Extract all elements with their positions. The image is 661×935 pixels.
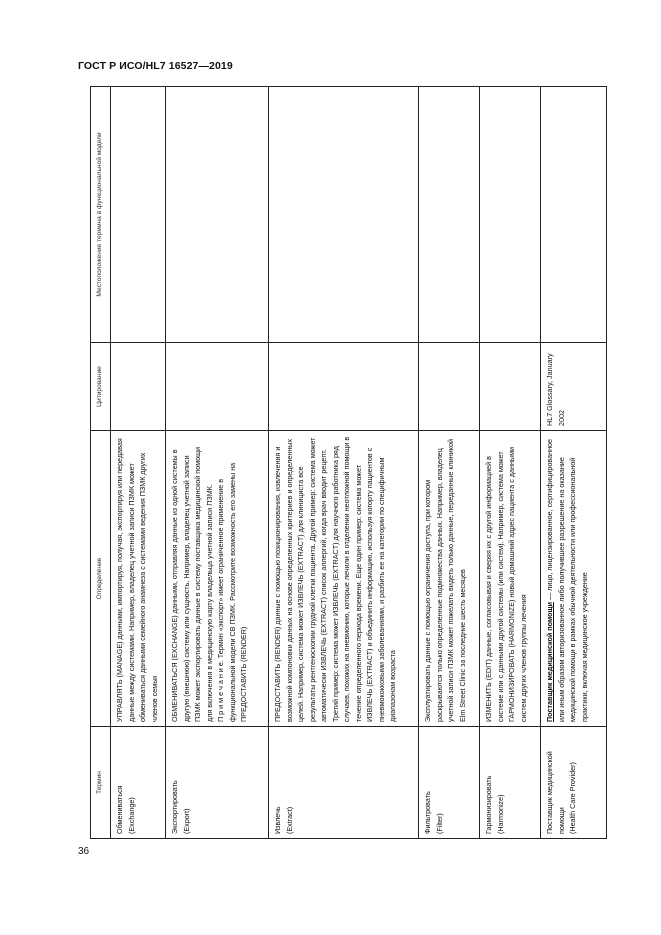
- term-cell: [419, 727, 480, 839]
- definition-cell: ИЗМЕНИТЬ (EDIT) данные, согласовывая и сверяя их с другой информацией в системе или с данными другой системы (или систем). Например, система может ГАРМОНИЗИРОВАТЬ (HARMONIZE) новый домашний адрес пациента с данными систем других членов группы лечения: [480, 431, 541, 727]
- term-cell: [541, 727, 607, 839]
- definition-cell: ПРЕДОСТАВИТЬ (RENDER) данные с помощью позиционирования, извлечения и возможной компоновки данных на основе определенных критериев и определенных целей. Например, система может ИЗВЛЕЧЬ (EXTRACT) для клинициста все результаты рентгеноскопии грудной клетки пациента. Другой пример: система может автоматически ИЗВЛЕЧЬ (EXTRACT) список аллергий, когда врач вводит рецепт. Третий пример: система может ИЗВЛЕЧЬ (EXTRACT) для научного работника ряд случаев, похожих на пневмонию, которые лечили в отделении неотложной помощи в течение определенного периода времени. Еще один пример: система может ИЗВЛЕЧЬ (EXTRACT) и объединить информацию, используя когорту пациентов с пневмококковыми заболеваниями, и разбить ее на категории по специфичным диапазонам возраста: [269, 431, 419, 727]
- table-row: [111, 87, 166, 839]
- citation-cell: [166, 343, 269, 431]
- term-ru: Гармонизировать: [484, 775, 493, 834]
- location-cell: [480, 87, 541, 343]
- location-cell: [541, 87, 607, 343]
- column-header-definition: Определение: [91, 431, 111, 727]
- definition-cell: Эксплуатировать данные с помощью ограничения доступа, при котором раскрываются только определенные подмножества данных. Например, владелец учетной записи ПЗМК может пожелать видеть только данные, переданные клиникой Elm Street Clinic за последние шесть месяцев: [419, 431, 480, 727]
- citation-cell: HL7 Glossary, January 2002: [541, 343, 607, 431]
- location-cell: [166, 87, 269, 343]
- glossary-table-frame: [90, 87, 606, 839]
- table-row: [480, 87, 541, 839]
- definition-text: ОБМЕНИВАТЬСЯ (EXCHANGE) данными, отправляя данные из одной системы в другую (внешнюю) систему или сущность. Например, владелец учетной записи ПЗМК может экспортировать данные в систему поставщика медицинской помощи для включения в медицинскую карту владельца учетной записи ПЗМК.: [170, 446, 214, 722]
- table-header-row: [91, 87, 111, 839]
- term-en: (Harmonize): [495, 794, 505, 834]
- term-en: (Export): [181, 808, 191, 834]
- definition-term-highlight: Поставщик медицинской помощи: [545, 602, 554, 722]
- term-cell: [480, 727, 541, 839]
- column-header-term: Термин: [91, 727, 111, 839]
- table-row: [541, 87, 607, 839]
- column-header-citation: Цитирование: [91, 343, 111, 431]
- table-row: [166, 87, 269, 839]
- term-ru: Извлечь: [273, 806, 282, 834]
- document-header: ГОСТ Р ИСО/HL7 16527—2019: [78, 60, 233, 72]
- term-en: (Health Care Provider): [568, 762, 577, 834]
- citation-cell: [480, 343, 541, 431]
- citation-cell: [419, 343, 480, 431]
- citation-cell: [269, 343, 419, 431]
- table-row: [269, 87, 419, 839]
- term-en: (Filter): [434, 813, 444, 834]
- term-cell: [111, 727, 166, 839]
- definition-text: — лицо, лицензированное, сертифицированное или иным образом авторизованное либо получившее разрешение на оказание медицинской помощи в рамках обычной деятельности или профессиональной практики, включая медицинское учреждение: [545, 438, 589, 722]
- term-ru: Обмениваться: [115, 785, 124, 834]
- term-ru: Экспортировать: [170, 780, 179, 834]
- citation-cell: [111, 343, 166, 431]
- table-row: [419, 87, 480, 839]
- rotated-landscape-page: [90, 87, 606, 839]
- term-cell: [269, 727, 419, 839]
- location-cell: [269, 87, 419, 343]
- definition-note: П р и м е ч а н и е. Термин «экспорт» имеет ограниченное применение в функциональной модели СВ ПЗМК. Рассмотрите возможность его замены на ПРЕДОСТАВИТЬ (RENDER): [216, 462, 248, 722]
- glossary-table: [90, 86, 607, 839]
- definition-cell: УПРАВЛЯТЬ (MANAGE) данными, импортируя, получая, экспортируя или передавая данные между системами. Например, владелец учетной записи ПЗМК может обмениваться данными семейного анамнеза с системами ведения ПЗМК других членов семьи: [111, 431, 166, 727]
- definition-cell: [166, 431, 269, 727]
- term-en: (Exchange): [126, 797, 136, 834]
- location-cell: [419, 87, 480, 343]
- definition-cell: [541, 431, 607, 727]
- column-header-location: Местоположение термина в функциональной модели: [91, 87, 111, 343]
- term-ru: Фильтровать: [423, 791, 432, 834]
- location-cell: [111, 87, 166, 343]
- term-ru: Поставщик медицинской помощи: [545, 751, 566, 834]
- term-en: (Extract): [284, 806, 294, 834]
- page-number: 36: [78, 846, 90, 857]
- term-cell: [166, 727, 269, 839]
